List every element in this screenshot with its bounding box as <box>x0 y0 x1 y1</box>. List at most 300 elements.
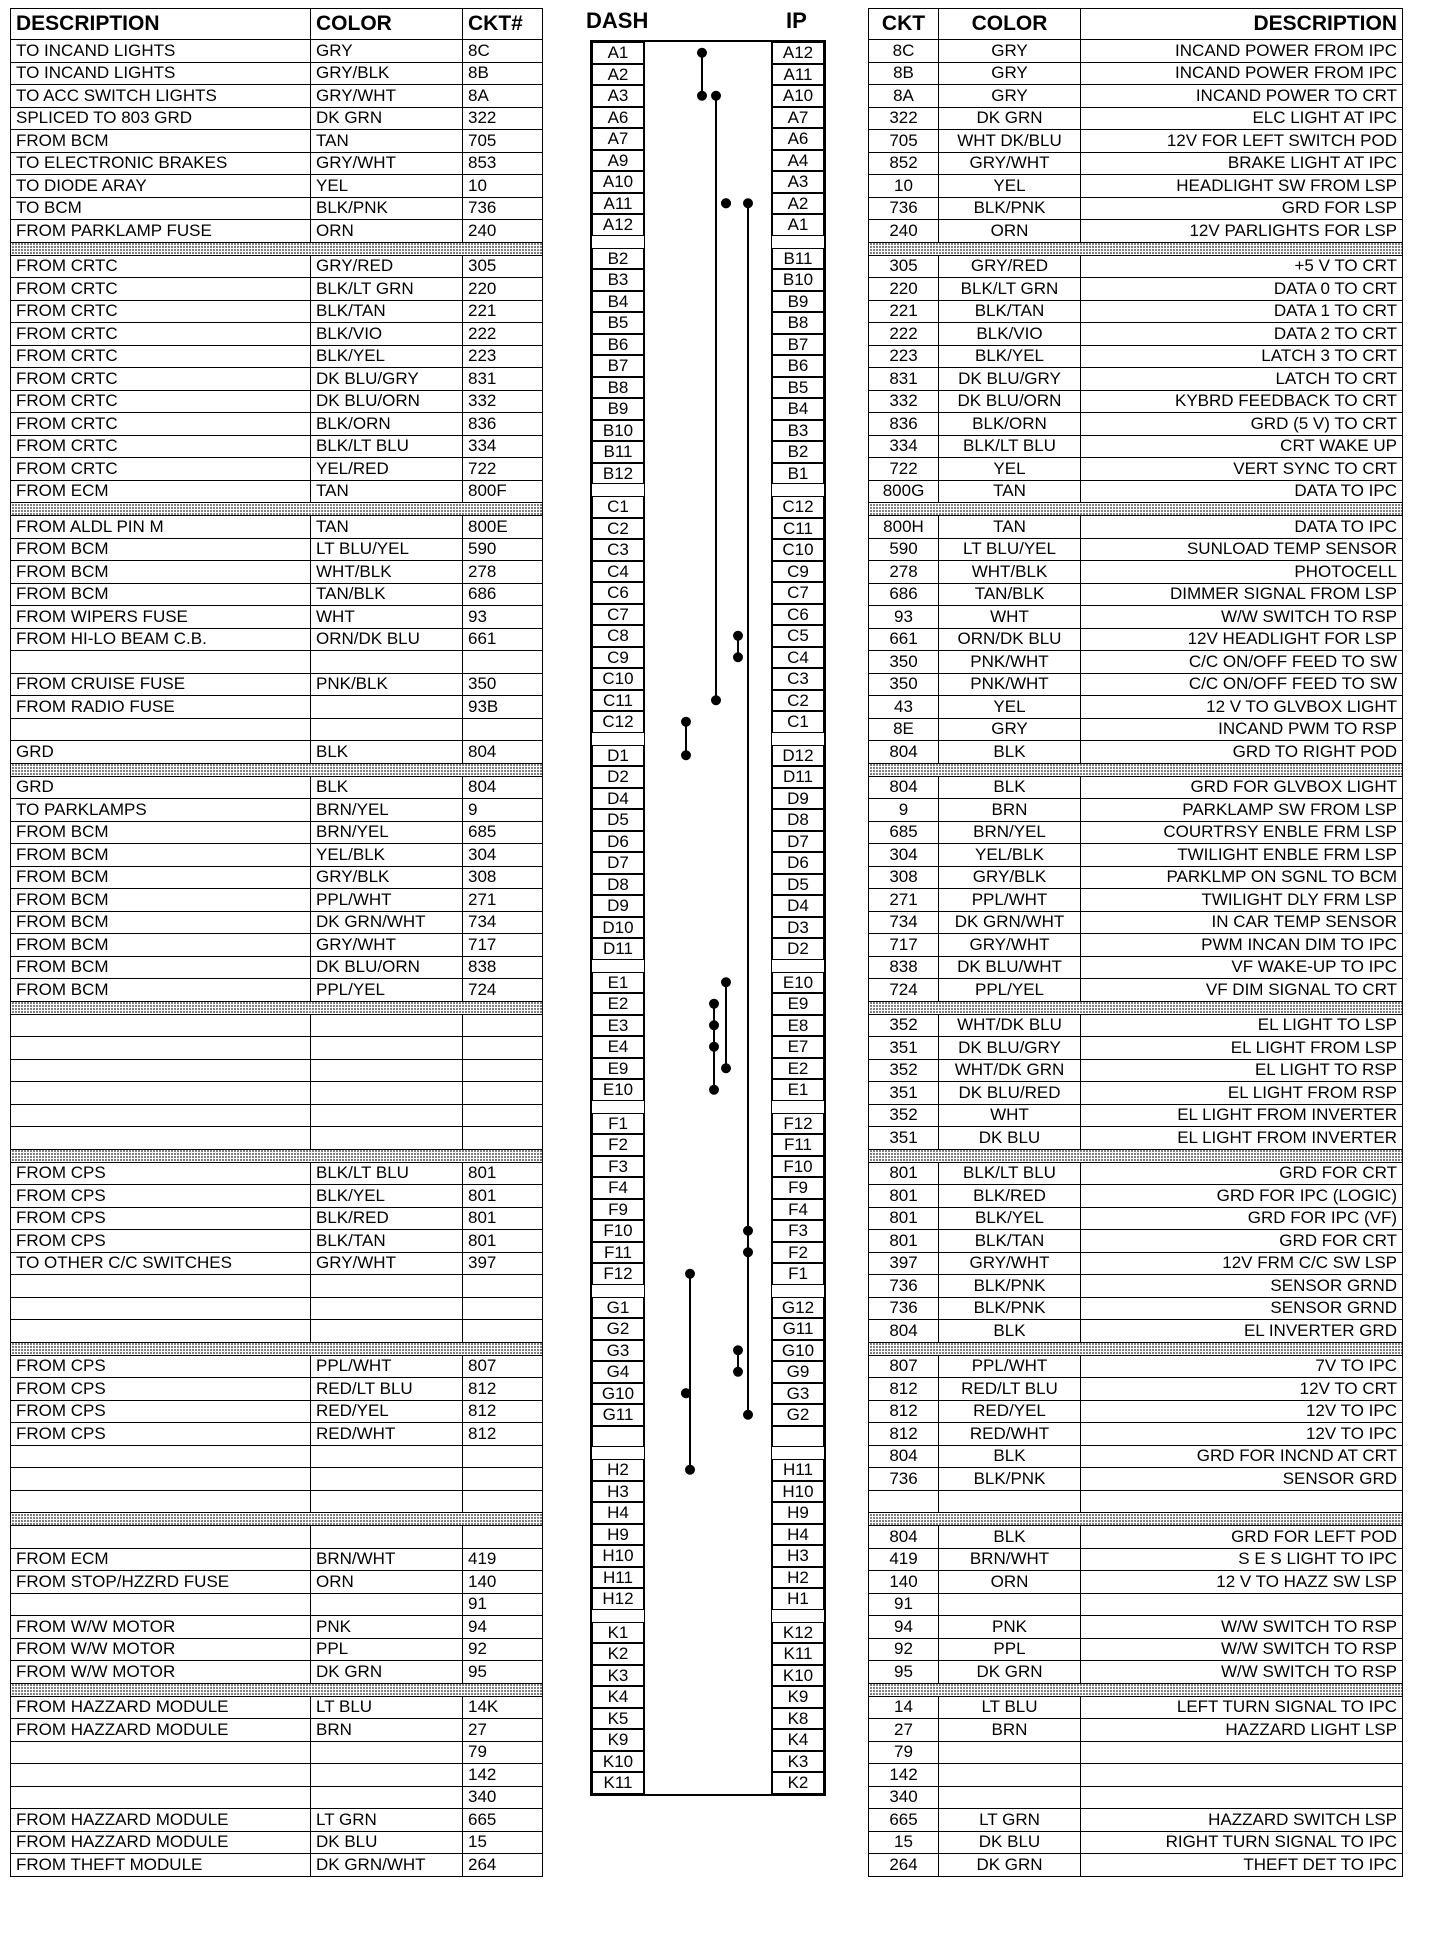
left-ckt-cell: 10 <box>463 175 543 198</box>
left-color-cell: PPL/YEL <box>311 979 463 1002</box>
table-row <box>869 1378 1403 1401</box>
left-ckt-cell: 800E <box>463 516 543 539</box>
right-description-cell: PARKLMP ON SGNL TO BCM <box>1081 866 1403 889</box>
section-divider <box>869 1513 1403 1526</box>
table-row <box>11 197 543 220</box>
dash-pin <box>592 1426 644 1448</box>
pin-row <box>592 668 824 690</box>
wire-channel <box>644 1383 772 1405</box>
pin-row <box>592 852 824 874</box>
right-color-cell: BLK/ORN <box>939 413 1081 436</box>
table-row <box>11 1355 543 1378</box>
left-color-cell: BLK/YEL <box>311 1185 463 1208</box>
left-description-cell: FROM BCM <box>11 821 311 844</box>
right-description-cell: 7V TO IPC <box>1081 1355 1403 1378</box>
dash-pin: D9 <box>592 895 644 917</box>
ip-pin: C12 <box>772 496 824 518</box>
right-description-cell: GRD FOR IPC (VF) <box>1081 1207 1403 1230</box>
ip-pin: K12 <box>772 1622 824 1644</box>
pin-row <box>592 518 824 540</box>
right-description-cell: C/C ON/OFF FEED TO SW <box>1081 651 1403 674</box>
left-ckt-cell: 838 <box>463 956 543 979</box>
left-ckt-cell <box>463 718 543 741</box>
right-ckt-cell: 304 <box>869 844 939 867</box>
ip-pin: D3 <box>772 917 824 939</box>
right-ckt-cell: 397 <box>869 1252 939 1275</box>
ip-pin: K8 <box>772 1708 824 1730</box>
right-color-cell: BLK <box>939 741 1081 764</box>
left-description-cell: FROM BCM <box>11 844 311 867</box>
dash-pin: F12 <box>592 1263 644 1285</box>
dash-pin: C6 <box>592 582 644 604</box>
right-color-cell: BLK/PNK <box>939 1275 1081 1298</box>
left-color-cell: RED/WHT <box>311 1423 463 1446</box>
right-description-cell: KYBRD FEEDBACK TO CRT <box>1081 390 1403 413</box>
dash-pin: B9 <box>592 398 644 420</box>
dash-pin: H4 <box>592 1502 644 1524</box>
left-ckt-header: CKT# <box>463 9 543 40</box>
table-row <box>11 1320 543 1343</box>
dash-pin: G1 <box>592 1297 644 1319</box>
table-row <box>11 278 543 301</box>
right-description-cell: GRD FOR CRT <box>1081 1162 1403 1185</box>
table-row <box>11 1661 543 1684</box>
left-description-cell <box>11 1445 311 1468</box>
table-row <box>11 62 543 85</box>
table-row <box>869 1400 1403 1423</box>
table-row <box>869 718 1403 741</box>
left-color-cell <box>311 1275 463 1298</box>
right-color-cell: DK BLU/RED <box>939 1082 1081 1105</box>
pin-row <box>592 1772 824 1794</box>
section-divider <box>869 1149 1403 1162</box>
right-description-cell: 12V TO CRT <box>1081 1378 1403 1401</box>
table-row <box>11 1526 543 1549</box>
right-color-cell: DK BLU <box>939 1127 1081 1150</box>
right-ckt-cell: 717 <box>869 934 939 957</box>
left-description-header: DESCRIPTION <box>11 9 311 40</box>
right-ckt-cell: 800H <box>869 516 939 539</box>
section-divider <box>869 242 1403 255</box>
right-description-cell: EL LIGHT FROM LSP <box>1081 1037 1403 1060</box>
ip-pin: B3 <box>772 420 824 442</box>
left-ckt-cell: 264 <box>463 1854 543 1877</box>
dash-pin: C1 <box>592 496 644 518</box>
left-description-cell <box>11 1764 311 1787</box>
dash-pin: D11 <box>592 938 644 960</box>
table-row <box>869 934 1403 957</box>
left-description-cell: FROM CPS <box>11 1400 311 1423</box>
wire-channel <box>644 1622 772 1644</box>
right-color-cell: WHT <box>939 1104 1081 1127</box>
dash-pin: D7 <box>592 852 644 874</box>
left-ckt-cell <box>463 1297 543 1320</box>
right-description-cell: EL LIGHT TO LSP <box>1081 1014 1403 1037</box>
right-ckt-cell: 220 <box>869 278 939 301</box>
right-color-cell: LT BLU <box>939 1696 1081 1719</box>
pin-row <box>592 938 824 960</box>
ip-pin: C11 <box>772 518 824 540</box>
right-ckt-cell: 351 <box>869 1037 939 1060</box>
dash-pin: D1 <box>592 745 644 767</box>
wire-channel <box>644 1177 772 1199</box>
right-color-cell <box>939 1786 1081 1809</box>
right-description-cell: PHOTOCELL <box>1081 561 1403 584</box>
left-color-cell: YEL/RED <box>311 458 463 481</box>
ip-pin: A4 <box>772 150 824 172</box>
right-description-cell: GRD FOR LSP <box>1081 197 1403 220</box>
ip-pin: G9 <box>772 1361 824 1383</box>
right-description-cell: HAZZARD SWITCH LSP <box>1081 1809 1403 1832</box>
right-ckt-cell: 351 <box>869 1082 939 1105</box>
dash-pin: E10 <box>592 1079 644 1101</box>
left-description-cell: FROM STOP/HZZRD FUSE <box>11 1571 311 1594</box>
left-ckt-cell: 812 <box>463 1423 543 1446</box>
left-description-cell <box>11 1320 311 1343</box>
left-color-cell: TAN <box>311 480 463 503</box>
right-ckt-cell: 736 <box>869 197 939 220</box>
right-description-cell: W/W SWITCH TO RSP <box>1081 1661 1403 1684</box>
table-row <box>869 866 1403 889</box>
left-color-cell: BLK/LT GRN <box>311 278 463 301</box>
right-ckt-cell: 804 <box>869 1445 939 1468</box>
wire-channel <box>644 1502 772 1524</box>
right-color-cell: GRY/BLK <box>939 866 1081 889</box>
left-color-cell <box>311 718 463 741</box>
wire-channel <box>644 972 772 994</box>
left-ckt-cell <box>463 651 543 674</box>
pin-row <box>592 788 824 810</box>
left-description-cell: FROM CRTC <box>11 300 311 323</box>
right-ckt-cell: 804 <box>869 1320 939 1343</box>
right-ckt-cell: 221 <box>869 300 939 323</box>
dash-pin: D10 <box>592 917 644 939</box>
left-description-cell <box>11 1014 311 1037</box>
ip-pin: H1 <box>772 1588 824 1610</box>
left-description-cell: FROM CPS <box>11 1207 311 1230</box>
right-color-cell: GRY <box>939 40 1081 63</box>
table-row <box>11 776 543 799</box>
pin-divider <box>592 484 824 496</box>
pin-row <box>592 1481 824 1503</box>
left-color-cell: TAN/BLK <box>311 583 463 606</box>
dash-pin: C4 <box>592 561 644 583</box>
ip-pin: E1 <box>772 1079 824 1101</box>
left-ckt-cell: 722 <box>463 458 543 481</box>
table-row <box>869 844 1403 867</box>
right-ckt-cell: 801 <box>869 1207 939 1230</box>
table-row <box>869 561 1403 584</box>
dash-pin: A10 <box>592 171 644 193</box>
pin-row <box>592 539 824 561</box>
wire-channel <box>644 711 772 733</box>
wire-channel <box>644 1588 772 1610</box>
left-description-cell <box>11 1082 311 1105</box>
table-row <box>869 197 1403 220</box>
left-color-cell: BLK/PNK <box>311 197 463 220</box>
table-row <box>869 1638 1403 1661</box>
left-color-cell: GRY/WHT <box>311 152 463 175</box>
right-description-cell: HEADLIGHT SW FROM LSP <box>1081 175 1403 198</box>
left-ckt-cell: 812 <box>463 1378 543 1401</box>
ip-pin: E2 <box>772 1058 824 1080</box>
wire-channel <box>644 1318 772 1340</box>
right-color-cell: GRY/WHT <box>939 934 1081 957</box>
right-color-cell: BLK/PNK <box>939 1297 1081 1320</box>
right-ckt-cell: 351 <box>869 1127 939 1150</box>
left-description-cell: FROM BCM <box>11 911 311 934</box>
left-ckt-cell: 14K <box>463 1696 543 1719</box>
pin-row <box>592 441 824 463</box>
right-ckt-cell: 800G <box>869 480 939 503</box>
left-ckt-cell: 801 <box>463 1230 543 1253</box>
pin-divider <box>592 1285 824 1297</box>
table-row <box>11 718 543 741</box>
ip-pin: H9 <box>772 1502 824 1524</box>
right-color-cell: YEL/BLK <box>939 844 1081 867</box>
dash-pin: B10 <box>592 420 644 442</box>
table-row <box>869 1445 1403 1468</box>
pin-row <box>592 420 824 442</box>
left-color-cell <box>311 1468 463 1491</box>
pin-row <box>592 561 824 583</box>
dash-pin: A1 <box>592 42 644 64</box>
left-color-cell: DK BLU/ORN <box>311 390 463 413</box>
dash-pin: A12 <box>592 214 644 236</box>
left-ckt-cell: 800F <box>463 480 543 503</box>
dash-pin: G4 <box>592 1361 644 1383</box>
left-ckt-cell: 590 <box>463 538 543 561</box>
pin-row <box>592 647 824 669</box>
dash-pin: G2 <box>592 1318 644 1340</box>
right-description-cell: DATA TO IPC <box>1081 516 1403 539</box>
dash-pin: B2 <box>592 248 644 270</box>
right-description-cell: LATCH 3 TO CRT <box>1081 345 1403 368</box>
pin-divider <box>592 1447 824 1459</box>
wire-channel <box>644 1297 772 1319</box>
right-description-cell: PWM INCAN DIM TO IPC <box>1081 934 1403 957</box>
wire-channel <box>644 1426 772 1448</box>
wire-channel <box>644 312 772 334</box>
pin-row <box>592 1177 824 1199</box>
pin-row <box>592 766 824 788</box>
left-color-cell <box>311 696 463 719</box>
section-divider <box>11 1149 543 1162</box>
left-ckt-cell: 240 <box>463 220 543 243</box>
left-ckt-cell: 801 <box>463 1185 543 1208</box>
dash-pin: G3 <box>592 1340 644 1362</box>
right-color-cell: GRY <box>939 718 1081 741</box>
right-color-cell: BLK/VIO <box>939 323 1081 346</box>
pin-row <box>592 917 824 939</box>
left-color-cell: BRN <box>311 1719 463 1742</box>
left-color-cell <box>311 1490 463 1513</box>
left-color-cell <box>311 651 463 674</box>
ip-pin: C5 <box>772 625 824 647</box>
table-row <box>869 130 1403 153</box>
table-row <box>869 107 1403 130</box>
left-color-cell: BLK <box>311 776 463 799</box>
left-ckt-cell: 734 <box>463 911 543 934</box>
dash-pin: F3 <box>592 1156 644 1178</box>
left-description-cell: FROM THEFT MODULE <box>11 1854 311 1877</box>
dash-pin: K3 <box>592 1665 644 1687</box>
pin-row <box>592 398 824 420</box>
right-ckt-cell: 27 <box>869 1719 939 1742</box>
ip-pin: E7 <box>772 1036 824 1058</box>
wire-channel <box>644 874 772 896</box>
pin-row <box>592 312 824 334</box>
right-description-cell <box>1081 1786 1403 1809</box>
right-ckt-cell: 836 <box>869 413 939 436</box>
table-row <box>869 1764 1403 1787</box>
left-ckt-cell: 804 <box>463 776 543 799</box>
dash-pin: D5 <box>592 809 644 831</box>
section-divider <box>869 763 1403 776</box>
wire-channel <box>644 64 772 86</box>
right-color-cell: BLK/LT BLU <box>939 435 1081 458</box>
table-row <box>869 480 1403 503</box>
table-row <box>11 255 543 278</box>
right-color-cell: GRY <box>939 85 1081 108</box>
wire-channel <box>644 1015 772 1037</box>
right-description-cell <box>1081 1741 1403 1764</box>
left-description-cell <box>11 1593 311 1616</box>
left-ckt-cell: 332 <box>463 390 543 413</box>
table-row <box>869 606 1403 629</box>
pin-divider <box>592 1101 824 1113</box>
left-ckt-cell: 271 <box>463 889 543 912</box>
left-description-cell: FROM W/W MOTOR <box>11 1616 311 1639</box>
pin-row <box>592 128 824 150</box>
ip-pin: F11 <box>772 1134 824 1156</box>
dash-pin: G11 <box>592 1404 644 1426</box>
left-ckt-cell: 853 <box>463 152 543 175</box>
left-description-cell: FROM BCM <box>11 889 311 912</box>
right-description-cell: EL LIGHT FROM RSP <box>1081 1082 1403 1105</box>
wire-channel <box>644 441 772 463</box>
right-description-cell <box>1081 1764 1403 1787</box>
table-row <box>869 1809 1403 1832</box>
right-color-cell: WHT DK/BLU <box>939 130 1081 153</box>
ip-pin: C10 <box>772 539 824 561</box>
left-color-cell <box>311 1320 463 1343</box>
table-row <box>869 1661 1403 1684</box>
table-row <box>11 1445 543 1468</box>
left-description-cell: GRD <box>11 741 311 764</box>
right-description-cell: GRD (5 V) TO CRT <box>1081 413 1403 436</box>
left-description-cell <box>11 718 311 741</box>
right-ckt-cell: 93 <box>869 606 939 629</box>
table-row <box>869 1593 1403 1616</box>
wire-channel <box>644 355 772 377</box>
dash-pin: C2 <box>592 518 644 540</box>
right-ckt-cell: 8B <box>869 62 939 85</box>
right-ckt-cell: 142 <box>869 1764 939 1787</box>
right-ckt-cell: 79 <box>869 1741 939 1764</box>
right-ckt-cell: 352 <box>869 1014 939 1037</box>
table-row <box>869 583 1403 606</box>
ip-pin: D8 <box>772 809 824 831</box>
left-color-cell: BLK/VIO <box>311 323 463 346</box>
table-row <box>11 175 543 198</box>
table-row <box>869 741 1403 764</box>
pin-row <box>592 993 824 1015</box>
right-color-cell: WHT <box>939 606 1081 629</box>
right-ckt-cell: 264 <box>869 1854 939 1877</box>
wire-channel <box>644 193 772 215</box>
dash-pin: G10 <box>592 1383 644 1405</box>
pin-column <box>590 40 826 1796</box>
right-ckt-cell: 95 <box>869 1661 939 1684</box>
right-ckt-cell: 94 <box>869 1616 939 1639</box>
left-description-cell: FROM CPS <box>11 1355 311 1378</box>
left-ckt-cell: 140 <box>463 1571 543 1594</box>
right-ckt-cell: 308 <box>869 866 939 889</box>
table-row <box>11 1423 543 1446</box>
left-ckt-cell: 340 <box>463 1786 543 1809</box>
table-row <box>11 934 543 957</box>
left-description-cell: FROM CRTC <box>11 390 311 413</box>
right-description-cell: TWILIGHT ENBLE FRM LSP <box>1081 844 1403 867</box>
section-divider <box>11 1513 543 1526</box>
left-description-cell: SPLICED TO 803 GRD <box>11 107 311 130</box>
left-color-cell: DK BLU/ORN <box>311 956 463 979</box>
left-ckt-cell: 831 <box>463 368 543 391</box>
right-color-cell: RED/YEL <box>939 1400 1081 1423</box>
wire-channel <box>644 1751 772 1773</box>
dash-pin: F10 <box>592 1220 644 1242</box>
wire-channel <box>644 1686 772 1708</box>
left-ckt-cell: 93B <box>463 696 543 719</box>
left-description-cell: FROM BCM <box>11 956 311 979</box>
left-color-cell: ORN <box>311 1571 463 1594</box>
left-color-cell: GRY/RED <box>311 255 463 278</box>
table-row <box>11 130 543 153</box>
table-row <box>869 40 1403 63</box>
ip-pin: A2 <box>772 193 824 215</box>
table-row <box>869 300 1403 323</box>
left-color-cell: WHT <box>311 606 463 629</box>
right-color-cell: YEL <box>939 175 1081 198</box>
left-description-cell <box>11 1490 311 1513</box>
right-description-cell: 12V PARLIGHTS FOR LSP <box>1081 220 1403 243</box>
right-color-cell: RED/LT BLU <box>939 1378 1081 1401</box>
left-description-cell <box>11 1127 311 1150</box>
ip-pin: H2 <box>772 1567 824 1589</box>
wire-channel <box>644 1220 772 1242</box>
dash-pin: A7 <box>592 128 644 150</box>
wire-channel <box>644 1481 772 1503</box>
right-description-cell: DATA 0 TO CRT <box>1081 278 1403 301</box>
dash-pin: F1 <box>592 1113 644 1135</box>
right-description-cell: BRAKE LIGHT AT IPC <box>1081 152 1403 175</box>
pin-row <box>592 85 824 107</box>
pin-row <box>592 171 824 193</box>
right-description-cell: +5 V TO CRT <box>1081 255 1403 278</box>
ip-pin: K11 <box>772 1643 824 1665</box>
right-ckt-cell: 240 <box>869 220 939 243</box>
right-description-cell <box>1081 1593 1403 1616</box>
right-description-cell: 12V FOR LEFT SWITCH POD <box>1081 130 1403 153</box>
table-row <box>11 1616 543 1639</box>
pin-row <box>592 1340 824 1362</box>
table-row <box>869 1275 1403 1298</box>
table-row <box>11 911 543 934</box>
dash-pin: B4 <box>592 291 644 313</box>
section-divider <box>869 1001 1403 1014</box>
table-row <box>869 435 1403 458</box>
